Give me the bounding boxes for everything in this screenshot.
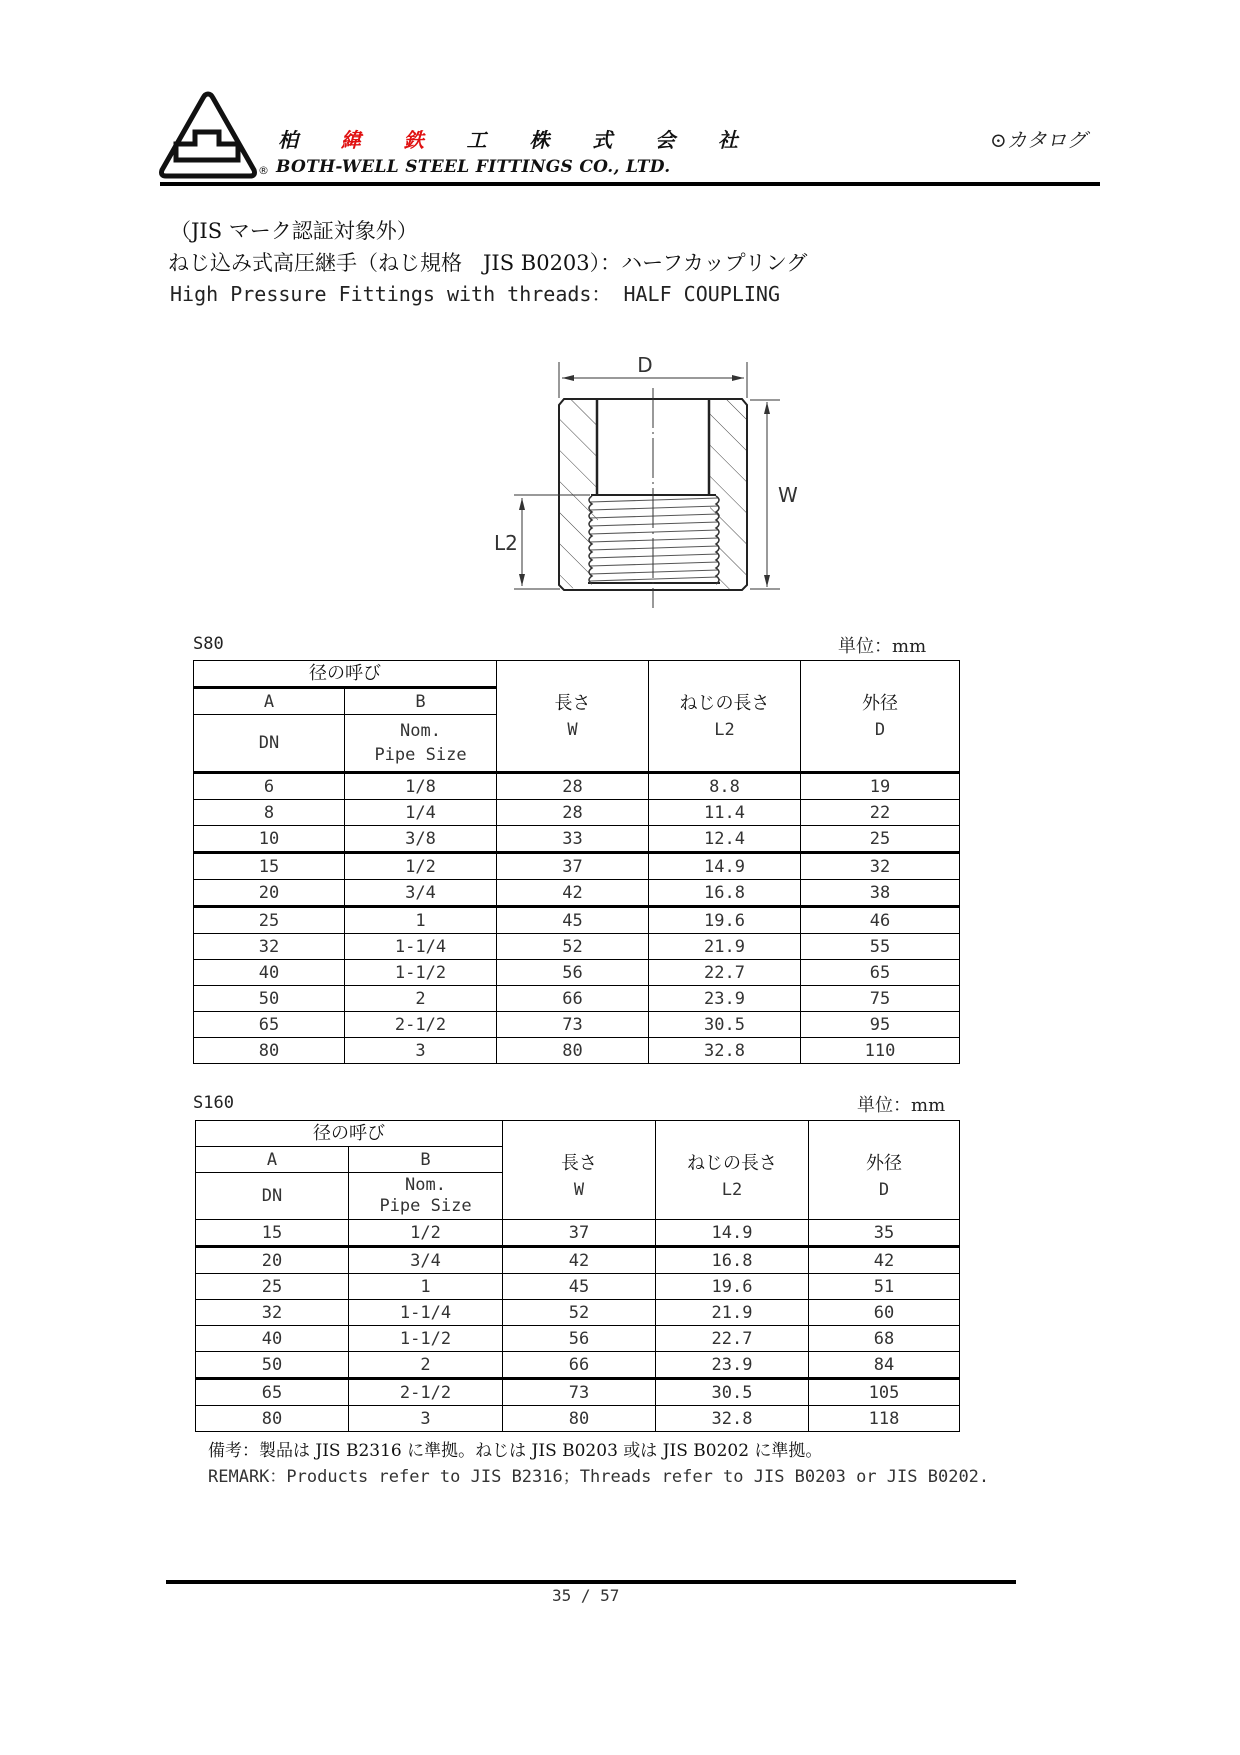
dn-header: DN: [196, 1173, 349, 1220]
cell-nom-pipe-size: 2: [349, 1352, 503, 1379]
product-title-en: High Pressure Fittings with threads： HALF COUPLING: [170, 282, 781, 306]
cell-dn: 40: [194, 960, 345, 986]
cell-length-w: 66: [497, 986, 649, 1012]
cell-outer-diameter-d: 75: [801, 986, 960, 1012]
cell-nom-pipe-size: 1/4: [345, 800, 497, 826]
cell-nom-pipe-size: 1-1/4: [345, 934, 497, 960]
table-row: [194, 1038, 960, 1064]
cell-length-w: 73: [497, 1012, 649, 1038]
cell-length-w: 80: [497, 1038, 649, 1064]
cell-length-w: 28: [497, 800, 649, 826]
cell-outer-diameter-d: 19: [801, 773, 960, 800]
cell-dn: 20: [194, 880, 345, 907]
table-row: [196, 1220, 960, 1247]
remark-en: REMARK：Products refer to JIS B2316；Threads refer to JIS B0203 or JIS B0202.: [208, 1467, 990, 1487]
cell-length-w: 80: [503, 1406, 656, 1432]
thread-length-header: ねじの長さ L2: [656, 1121, 809, 1220]
cell-outer-diameter-d: 46: [801, 907, 960, 934]
table-header: [196, 1121, 960, 1220]
table-row: [196, 1352, 960, 1379]
company-name-char: 鉄: [403, 128, 424, 152]
company-name-char: 社: [717, 128, 738, 152]
cell-outer-diameter-d: 95: [801, 1012, 960, 1038]
col-b-header: B: [349, 1147, 503, 1173]
cell-dn: 10: [194, 826, 345, 853]
table-row: [196, 1379, 960, 1406]
cell-dn: 15: [196, 1220, 349, 1247]
cell-thread-length-l2: 19.6: [656, 1274, 809, 1300]
cell-outer-diameter-d: 42: [809, 1247, 960, 1274]
cell-thread-length-l2: 23.9: [649, 986, 801, 1012]
cell-dn: 25: [194, 907, 345, 934]
cell-length-w: 73: [503, 1379, 656, 1406]
table-row: [194, 960, 960, 986]
table-row: [196, 1326, 960, 1352]
cell-outer-diameter-d: 55: [801, 934, 960, 960]
cell-thread-length-l2: 21.9: [649, 934, 801, 960]
remark-jp: 備考：製品は JIS B2316 に準拠。ねじは JIS B0203 或は JIS B0202 に準拠。: [208, 1441, 823, 1461]
cell-thread-length-l2: 32.8: [656, 1406, 809, 1432]
cell-length-w: 42: [497, 880, 649, 907]
cell-length-w: 37: [497, 853, 649, 880]
cell-thread-length-l2: 23.9: [656, 1352, 809, 1379]
cell-nom-pipe-size: 2: [345, 986, 497, 1012]
s80-caption: S80: [193, 634, 224, 654]
page-number: 35 / 57: [552, 1586, 620, 1605]
cell-nom-pipe-size: 3/4: [345, 880, 497, 907]
cell-dn: 32: [194, 934, 345, 960]
cell-thread-length-l2: 32.8: [649, 1038, 801, 1064]
cell-length-w: 33: [497, 826, 649, 853]
cell-outer-diameter-d: 68: [809, 1326, 960, 1352]
cell-nom-pipe-size: 1: [349, 1274, 503, 1300]
cell-thread-length-l2: 19.6: [649, 907, 801, 934]
nominal-size-header: 径の呼び: [194, 661, 497, 688]
cell-dn: 6: [194, 773, 345, 800]
outer-diameter-header: 外径 D: [801, 661, 960, 773]
outer-diameter-header: 外径 D: [809, 1121, 960, 1220]
cell-dn: 40: [196, 1326, 349, 1352]
company-name-char: 株: [529, 128, 550, 152]
company-name-char: 工: [466, 128, 487, 152]
cell-dn: 65: [196, 1379, 349, 1406]
table-row: [194, 1012, 960, 1038]
half-coupling-drawing: [480, 340, 800, 620]
thread-length-header: ねじの長さ L2: [649, 661, 801, 773]
col-a-header: A: [194, 688, 345, 715]
company-logo-icon: [158, 90, 258, 180]
nom-pipe-size-header: Nom. Pipe Size: [345, 715, 497, 773]
cell-outer-diameter-d: 22: [801, 800, 960, 826]
s80-spec-table: [193, 660, 960, 1064]
cell-nom-pipe-size: 2-1/2: [345, 1012, 497, 1038]
cell-length-w: 66: [503, 1352, 656, 1379]
dim-d-label: D: [637, 353, 653, 377]
cell-dn: 65: [194, 1012, 345, 1038]
cell-outer-diameter-d: 35: [809, 1220, 960, 1247]
company-name-char: 式: [592, 128, 613, 152]
cell-length-w: 52: [503, 1300, 656, 1326]
cell-nom-pipe-size: 1/2: [345, 853, 497, 880]
company-name-char: 柏: [278, 128, 298, 152]
cell-outer-diameter-d: 118: [809, 1406, 960, 1432]
cell-nom-pipe-size: 1-1/2: [349, 1326, 503, 1352]
nominal-size-header: 径の呼び: [196, 1121, 503, 1147]
cell-outer-diameter-d: 110: [801, 1038, 960, 1064]
cell-dn: 25: [196, 1274, 349, 1300]
cell-dn: 50: [196, 1352, 349, 1379]
cell-length-w: 52: [497, 934, 649, 960]
dn-header: DN: [194, 715, 345, 773]
table-row: [194, 907, 960, 934]
cell-nom-pipe-size: 3: [345, 1038, 497, 1064]
table-row: [196, 1274, 960, 1300]
s80-unit-label: 単位：mm: [838, 636, 927, 657]
length-header: 長さ W: [503, 1121, 656, 1220]
cell-length-w: 45: [503, 1274, 656, 1300]
cell-dn: 80: [194, 1038, 345, 1064]
footer-divider: [166, 1580, 1016, 1584]
cell-dn: 20: [196, 1247, 349, 1274]
company-name-char: 会: [655, 128, 676, 152]
table-row: [194, 934, 960, 960]
table-row: [194, 880, 960, 907]
cell-nom-pipe-size: 3/4: [349, 1247, 503, 1274]
cell-nom-pipe-size: 3/8: [345, 826, 497, 853]
header-divider: [160, 182, 1100, 186]
cell-length-w: 28: [497, 773, 649, 800]
cell-outer-diameter-d: 60: [809, 1300, 960, 1326]
cell-outer-diameter-d: 38: [801, 880, 960, 907]
cell-nom-pipe-size: 1-1/4: [349, 1300, 503, 1326]
catalog-label: ⊙カタログ: [990, 128, 1087, 152]
s160-unit-label: 単位：mm: [857, 1095, 946, 1116]
table-row: [194, 800, 960, 826]
cell-dn: 32: [196, 1300, 349, 1326]
cell-dn: 50: [194, 986, 345, 1012]
table-row: [194, 773, 960, 800]
col-b-header: B: [345, 688, 497, 715]
s160-spec-table: [195, 1120, 960, 1432]
cell-thread-length-l2: 14.9: [649, 853, 801, 880]
cell-thread-length-l2: 8.8: [649, 773, 801, 800]
cell-outer-diameter-d: 105: [809, 1379, 960, 1406]
cell-nom-pipe-size: 1/2: [349, 1220, 503, 1247]
cell-nom-pipe-size: 1: [345, 907, 497, 934]
cell-dn: 15: [194, 853, 345, 880]
cell-thread-length-l2: 16.8: [656, 1247, 809, 1274]
cell-outer-diameter-d: 51: [809, 1274, 960, 1300]
dim-l2-label: L2: [494, 531, 518, 555]
cell-thread-length-l2: 11.4: [649, 800, 801, 826]
certification-note: （JIS マーク認証対象外）: [170, 219, 418, 243]
table-row: [194, 986, 960, 1012]
cell-outer-diameter-d: 65: [801, 960, 960, 986]
cell-length-w: 56: [497, 960, 649, 986]
table-row: [196, 1406, 960, 1432]
cell-thread-length-l2: 16.8: [649, 880, 801, 907]
company-name-char: 緯: [340, 128, 361, 152]
cell-thread-length-l2: 21.9: [656, 1300, 809, 1326]
company-name-jp: [278, 124, 738, 153]
cell-length-w: 42: [503, 1247, 656, 1274]
cell-thread-length-l2: 30.5: [656, 1379, 809, 1406]
cell-length-w: 56: [503, 1326, 656, 1352]
s160-caption: S160: [193, 1093, 234, 1113]
cell-outer-diameter-d: 32: [801, 853, 960, 880]
cell-thread-length-l2: 12.4: [649, 826, 801, 853]
cell-thread-length-l2: 22.7: [649, 960, 801, 986]
cell-length-w: 37: [503, 1220, 656, 1247]
dim-w-label: W: [778, 483, 798, 507]
registered-mark-icon: ®: [258, 164, 269, 177]
cell-nom-pipe-size: 3: [349, 1406, 503, 1432]
cell-nom-pipe-size: 2-1/2: [349, 1379, 503, 1406]
thread-lines: [590, 498, 718, 581]
cell-outer-diameter-d: 84: [809, 1352, 960, 1379]
table-row: [196, 1300, 960, 1326]
cell-length-w: 45: [497, 907, 649, 934]
company-name-en: BOTH-WELL STEEL FITTINGS CO., LTD.: [276, 157, 671, 177]
product-title-jp: ねじ込み式高圧継手（ねじ規格 JIS B0203）：ハーフカップリング: [168, 251, 808, 275]
table-row: [194, 826, 960, 853]
cell-dn: 80: [196, 1406, 349, 1432]
cell-nom-pipe-size: 1-1/2: [345, 960, 497, 986]
cell-thread-length-l2: 22.7: [656, 1326, 809, 1352]
table-header: [194, 661, 960, 773]
cell-thread-length-l2: 30.5: [649, 1012, 801, 1038]
table-row: [196, 1247, 960, 1274]
cell-outer-diameter-d: 25: [801, 826, 960, 853]
cell-thread-length-l2: 14.9: [656, 1220, 809, 1247]
col-a-header: A: [196, 1147, 349, 1173]
cell-nom-pipe-size: 1/8: [345, 773, 497, 800]
nom-pipe-size-header: Nom. Pipe Size: [349, 1173, 503, 1220]
table-row: [194, 853, 960, 880]
length-header: 長さ W: [497, 661, 649, 773]
cell-dn: 8: [194, 800, 345, 826]
